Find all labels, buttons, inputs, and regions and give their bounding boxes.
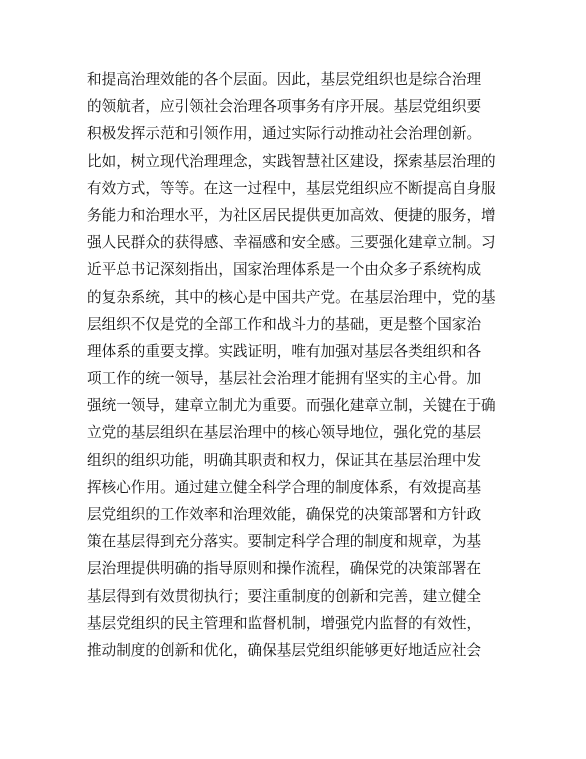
text-line: 层治理提供明确的指导原则和操作流程，确保党的决策部署在 [87, 560, 482, 578]
text-line: 基层得到有效贯彻执行；要注重制度的创新和完善，建立健全 [87, 587, 482, 605]
body-text [87, 66, 507, 664]
text-line: 强人民群众的获得感、幸福感和安全感。三要强化建章立制。习 [87, 234, 496, 252]
text-line: 务能力和治理水平，为社区居民提供更加高效、便捷的服务，增 [87, 206, 496, 224]
text-line: 挥核心作用。通过建立健全科学合理的制度体系，有效提高基 [87, 478, 482, 496]
text-line: 的复杂系统，其中的核心是中国共产党。在基层治理中，党的基 [87, 288, 496, 306]
text-line: 近平总书记深刻指出，国家治理体系是一个由众多子系统构成 [87, 261, 482, 279]
text-line: 比如，树立现代治理理念，实践智慧社区建设，探索基层治理的 [87, 152, 496, 170]
text-line: 推动制度的创新和优化，确保基层党组织能够更好地适应社会 [87, 641, 482, 659]
text-line: 有效方式，等等。在这一过程中，基层党组织应不断提高自身服 [87, 179, 496, 197]
text-line: 理体系的重要支撑。实践证明，唯有加强对基层各类组织和各 [87, 342, 482, 360]
text-line: 项工作的统一领导，基层社会治理才能拥有坚实的主心骨。加 [87, 370, 482, 388]
text-line: 积极发挥示范和引领作用，通过实际行动推动社会治理创新。 [87, 125, 482, 143]
text-line: 的领航者，应引领社会治理各项事务有序开展。基层党组织要 [87, 98, 482, 116]
text-line: 策在基层得到充分落实。要制定科学合理的制度和规章，为基 [87, 533, 482, 551]
text-line: 立党的基层组织在基层治理中的核心领导地位，强化党的基层 [87, 424, 482, 442]
text-line: 组织的组织功能，明确其职责和权力，保证其在基层治理中发 [87, 451, 482, 469]
text-line: 层党组织的工作效率和治理效能，确保党的决策部署和方针政 [87, 506, 482, 523]
text-line: 和提高治理效能的各个层面。因此，基层党组织也是综合治理 [87, 71, 482, 88]
text-line: 强统一领导，建章立制尤为重要。而强化建章立制，关键在于确 [87, 397, 496, 415]
text-line: 层组织不仅是党的全部工作和战斗力的基础，更是整个国家治 [87, 315, 482, 333]
text-line: 基层党组织的民主管理和监督机制，增强党内监督的有效性， [87, 614, 482, 632]
